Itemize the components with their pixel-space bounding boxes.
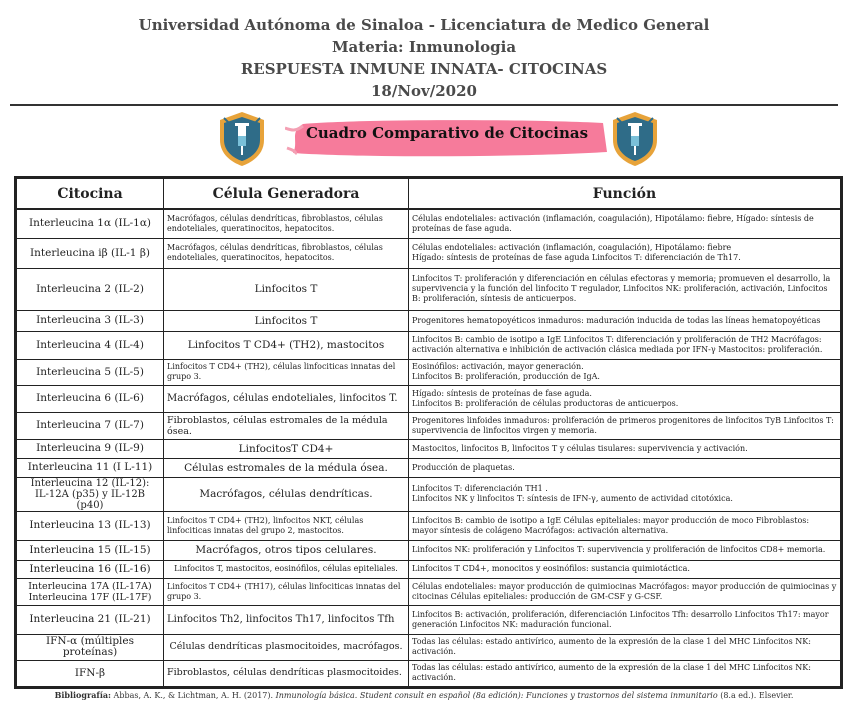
cytokine-name: Interleucina 11 (I L-11) bbox=[16, 458, 164, 477]
cytokine-table bbox=[14, 176, 843, 689]
bibliography-label: Bibliografía: bbox=[54, 690, 111, 700]
table-row bbox=[16, 634, 842, 660]
cytokine-name: Interleucina 3 (IL-3) bbox=[16, 310, 164, 331]
cytokine-name: Interleucina 13 (IL-13) bbox=[16, 511, 164, 540]
function-text: Linfocitos B: cambio de isotipo a IgE Linfocitos T: diferenciación y proliferación de TH2 Macrófagos: activación alternativa e inhibición de activación clásica mediada por IFN-γ Mastocitos: proliferación. bbox=[409, 331, 842, 359]
function-text: Linfocitos B: cambio de isotipo a IgE Células epiteliales: mayor producción de moco Fibroblastos: mayor síntesis de colágeno Macrófagos: activación alternativa. bbox=[409, 511, 842, 540]
cytokine-name: Interleucina 12 (IL-12): IL-12A (p35) y IL-12B (p40) bbox=[16, 477, 164, 511]
bibliography-title: Inmunología básica. Student consult en español (8a edición): Funciones y trastornos del sistema inmunitario bbox=[275, 691, 718, 700]
cytokine-name: Interleucina 16 (IL-16) bbox=[16, 560, 164, 578]
generating-cell: Fibroblastos, células estromales de la médula ósea. bbox=[164, 412, 409, 439]
generating-cell: Linfocitos Th2, linfocitos Th17, linfocitos Tfh bbox=[164, 605, 409, 634]
table-row bbox=[16, 458, 842, 477]
header-date: 18/Nov/2020 bbox=[370, 82, 477, 100]
table-row bbox=[16, 439, 842, 458]
generating-cell: Células dendríticas plasmocitoides, macrófagos. bbox=[164, 634, 409, 660]
generating-cell: Linfocitos T, mastocitos, eosinófilos, células epiteliales. bbox=[164, 560, 409, 578]
function-text: Hígado: síntesis de proteínas de fase aguda. Linfocitos B: proliferación de células productoras de anticuerpos. bbox=[409, 385, 842, 412]
function-text: Todas las células: estado antivírico, aumento de la expresión de la clase 1 del MHC Linfocitos NK: activación. bbox=[409, 634, 842, 660]
header-university: Universidad Autónoma de Sinaloa - Licenciatura de Medico General bbox=[138, 16, 710, 34]
table-row bbox=[16, 578, 842, 605]
generating-cell: Linfocitos T CD4+ (TH17), células linfociticas innatas del grupo 3. bbox=[164, 578, 409, 605]
table-row bbox=[16, 238, 842, 268]
col-header-cell: Célula Generadora bbox=[164, 178, 409, 210]
function-text: Células endoteliales: activación (inflamación, coagulación), Hipotálamo: fiebre Hígado: síntesis de proteínas de fase aguda Linfocitos T: diferenciación de Th17. bbox=[409, 238, 842, 268]
function-text: Linfocitos T: diferenciación TH1 . Linfocitos NK y linfocitos T: síntesis de IFN-γ, aumento de actividad citotóxica. bbox=[409, 477, 842, 511]
cytokine-name: Interleucina 15 (IL-15) bbox=[16, 540, 164, 560]
cytokine-name: Interleucina 17A (IL-17A) Interleucina 17F (IL-17F) bbox=[16, 578, 164, 605]
function-text: Progenitores linfoides inmaduros: proliferación de primeros progenitores de linfocitos TyB Linfocitos T: supervivencia de linfocitos virgen y memoria. bbox=[409, 412, 842, 439]
table-row bbox=[16, 310, 842, 331]
cytokine-name: IFN-β bbox=[16, 660, 164, 687]
table-header-row bbox=[16, 178, 842, 210]
generating-cell: Macrófagos, células dendríticas, fibroblastos, células endoteliales, queratinocitos, hepatocitos. bbox=[164, 209, 409, 238]
generating-cell: Linfocitos T bbox=[164, 268, 409, 310]
col-header-function: Función bbox=[409, 178, 842, 210]
generating-cell: Células estromales de la médula ósea. bbox=[164, 458, 409, 477]
function-text: Linfocitos T CD4+, monocitos y eosinófilos: sustancia quimiotáctica. bbox=[409, 560, 842, 578]
function-text: Linfocitos NK: proliferación y Linfocitos T: supervivencia y proliferación de linfocitos CD8+ memoria. bbox=[409, 540, 842, 560]
cytokine-name: Interleucina 7 (IL-7) bbox=[16, 412, 164, 439]
bibliography-edition: (8.a ed.). Elsevier. bbox=[717, 691, 794, 700]
cytokine-name: IFN-α (múltiples proteínas) bbox=[16, 634, 164, 660]
generating-cell: Linfocitos T bbox=[164, 310, 409, 331]
cytokine-name: Interleucina 1α (IL-1α) bbox=[16, 209, 164, 238]
vaccine-shield-icon bbox=[216, 110, 268, 168]
function-text: Linfocitos T: proliferación y diferenciación en células efectoras y memoria; promueven el desarrollo, la supervivencia y la función del linfocito T regulador, Linfocitos NK: proliferación, activación, Linfocitos B: proliferación, síntesis de anticuerpos. bbox=[409, 268, 842, 310]
generating-cell: Linfocitos T CD4+ (TH2), mastocitos bbox=[164, 331, 409, 359]
table-row bbox=[16, 268, 842, 310]
generating-cell: LinfocitosT CD4+ bbox=[164, 439, 409, 458]
generating-cell: Macrófagos, células dendríticas, fibroblastos, células endoteliales, queratinocitos, hepatocitos. bbox=[164, 238, 409, 268]
vaccine-shield-icon bbox=[609, 110, 661, 168]
table-row bbox=[16, 560, 842, 578]
table-row bbox=[16, 605, 842, 634]
table-row bbox=[16, 660, 842, 687]
table-row bbox=[16, 385, 842, 412]
function-text: Eosinófilos: activación, mayor generación. Linfocitos B: proliferación, producción de IgA. bbox=[409, 359, 842, 385]
function-text: Producción de plaquetas. bbox=[409, 458, 842, 477]
generating-cell: Macrófagos, células dendríticas. bbox=[164, 477, 409, 511]
generating-cell: Linfocitos T CD4+ (TH2), linfocitos NKT, células linfociticas innatas del grupo 2, mastocitos. bbox=[164, 511, 409, 540]
cytokine-name: Interleucina 4 (IL-4) bbox=[16, 331, 164, 359]
col-header-cytokine: Citocina bbox=[16, 178, 164, 210]
cytokine-name: Interleucina iβ (IL-1 β) bbox=[16, 238, 164, 268]
table-row bbox=[16, 359, 842, 385]
cytokine-name: Interleucina 21 (IL-21) bbox=[16, 605, 164, 634]
function-text: Progenitores hematopoyéticos inmaduros: maduración inducida de todas las líneas hematopoyéticas bbox=[409, 310, 842, 331]
header-divider bbox=[10, 104, 838, 106]
bibliography bbox=[0, 690, 848, 700]
table-row bbox=[16, 477, 842, 511]
function-text: Células endoteliales: activación (inflamación, coagulación), Hipotálamo: fiebre, Hígado: síntesis de proteínas de fase aguda. bbox=[409, 209, 842, 238]
cytokine-name: Interleucina 6 (IL-6) bbox=[16, 385, 164, 412]
generating-cell: Macrófagos, células endoteliales, linfocitos T. bbox=[164, 385, 409, 412]
table-row bbox=[16, 412, 842, 439]
generating-cell: Linfocitos T CD4+ (TH2), células linfociticas innatas del grupo 3. bbox=[164, 359, 409, 385]
table-row bbox=[16, 209, 842, 238]
header-subject: Materia: Inmunologia bbox=[331, 38, 517, 56]
generating-cell: Fibroblastos, células dendríticas plasmocitoides. bbox=[164, 660, 409, 687]
cytokine-name: Interleucina 5 (IL-5) bbox=[16, 359, 164, 385]
cytokine-name: Interleucina 9 (IL-9) bbox=[16, 439, 164, 458]
function-text: Células endoteliales: mayor producción de quimiocinas Macrófagos: mayor producción de quimiocinas y citocinas Células epiteliales: producción de GM-CSF y G-CSF. bbox=[409, 578, 842, 605]
function-text: Todas las células: estado antivírico, aumento de la expresión de la clase 1 del MHC Linfocitos NK: activación. bbox=[409, 660, 842, 687]
banner-title: Cuadro Comparativo de Citocinas bbox=[305, 124, 589, 142]
function-text: Mastocitos, linfocitos B, linfocitos T y células tisulares: supervivencia y activación. bbox=[409, 439, 842, 458]
table-row bbox=[16, 331, 842, 359]
cytokine-name: Interleucina 2 (IL-2) bbox=[16, 268, 164, 310]
table-row bbox=[16, 540, 842, 560]
header-topic: RESPUESTA INMUNE INNATA- CITOCINAS bbox=[240, 60, 608, 78]
table-row bbox=[16, 511, 842, 540]
bibliography-authors: Abbas, A. K., & Lichtman, A. H. (2017). bbox=[111, 691, 276, 700]
function-text: Linfocitos B: activación, proliferación, diferenciación Linfocitos Tfh: desarrollo Linfocitos Th17: mayor generación Linfocitos NK: maduración funcional. bbox=[409, 605, 842, 634]
generating-cell: Macrófagos, otros tipos celulares. bbox=[164, 540, 409, 560]
